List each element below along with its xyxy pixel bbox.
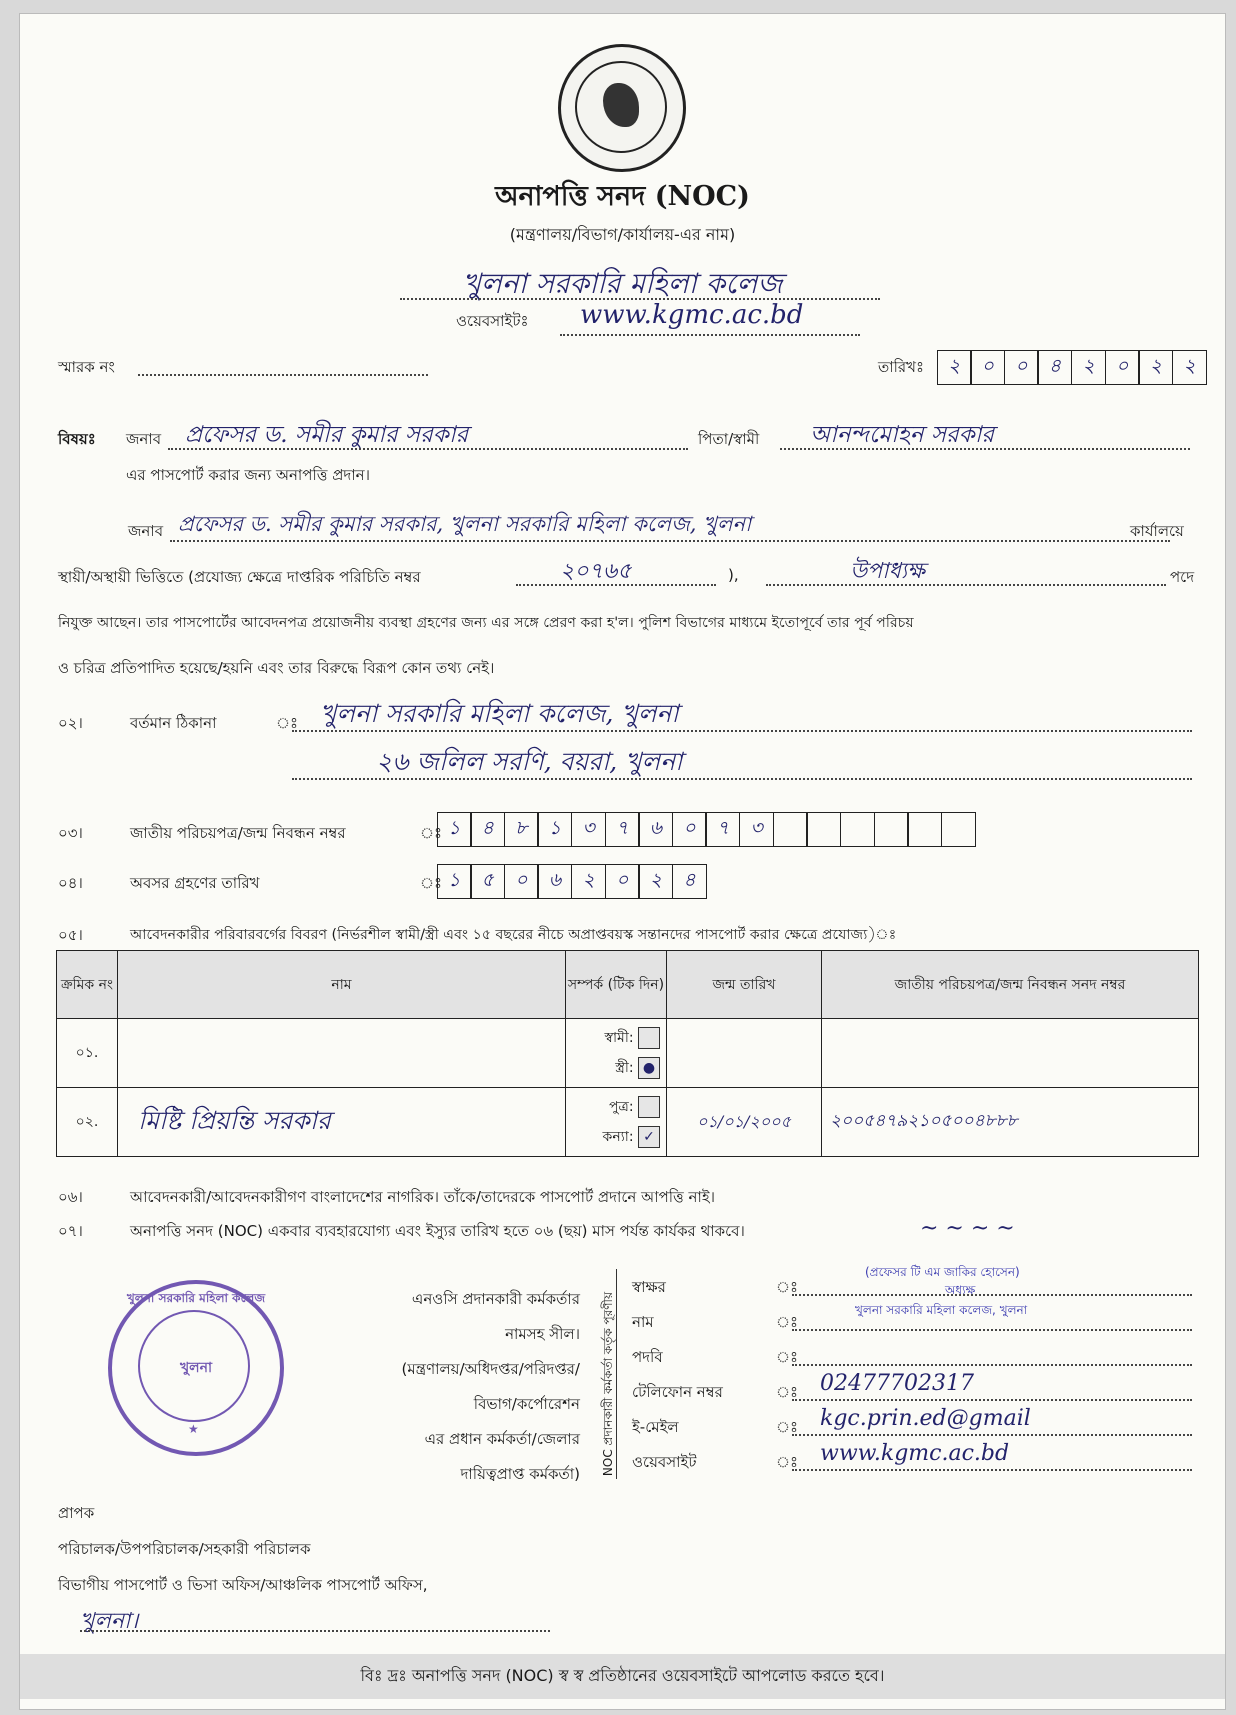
col-dob: জন্ম তারিখ (667, 951, 822, 1019)
office-suffix: কার্যালয়ে (1130, 522, 1184, 540)
subject-line2: এর পাসপোর্ট করার জন্য অনাপত্তি প্রদান। (126, 466, 370, 484)
signatory-field-label: ই-মেইল (632, 1418, 679, 1436)
body-name-office: প্রফেসর ড. সমীর কুমার সরকার, খুলনা সরকারি মহিলা কলেজ, খুলনা (178, 512, 752, 536)
signatory-desc-line: বিভাগ/কর্পোরেশন (473, 1395, 580, 1413)
signatory-field-label: স্বাক্ষর (632, 1278, 666, 1296)
digit-box: ৩ (739, 812, 774, 847)
body-line4: ও চরিত্র প্রতিপাদিত হয়েছে/হয়নি এবং তার বিরুদ্ধে বিরূপ কোন তথ্য নেই। (58, 659, 495, 677)
official-id-number: ২০৭৬৫ (560, 559, 632, 584)
item06-num: ০৬। (58, 1188, 83, 1206)
wife-checkbox[interactable]: ● (638, 1057, 660, 1079)
row1-nid (822, 1019, 1199, 1088)
signatory-desc-line: (মন্ত্রণালয়/অধিদপ্তর/পরিদপ্তর/ (401, 1360, 580, 1378)
footer-note (20, 1654, 1225, 1699)
stamp-title: অধ্যক্ষ (945, 1283, 976, 1297)
father-name: আনন্দমোহন সরকার (810, 422, 995, 448)
signatory-desc-line: এর প্রধান কর্মকর্তা/জেলার (424, 1430, 580, 1448)
digit-box (806, 812, 841, 847)
vertical-note: NOC প্রদানকারী কর্মকর্তা কর্তৃক পূরণীয় (601, 1291, 615, 1477)
digit-box: ৮ (504, 812, 539, 847)
signatory-field-colon: ঃ (776, 1348, 799, 1366)
row1-rel-b-label: স্ত্রী: (615, 1060, 634, 1076)
digit-box: ১ (437, 864, 472, 899)
digit-box: ০ (1105, 350, 1140, 385)
page-title: অনাপত্তি সনদ (NOC) (495, 181, 750, 212)
item02-num: ০২। (58, 714, 83, 732)
digit-box: ৬ (638, 812, 673, 847)
subject-mr-label: জনাব (126, 430, 162, 448)
digit-box: ৬ (537, 864, 572, 899)
signatory-field-colon: ঃ (776, 1453, 799, 1471)
digit-box: ২ (1071, 350, 1106, 385)
row2-serial: ০২. (57, 1088, 118, 1157)
col-name: নাম (118, 951, 566, 1019)
row2-rel-b-label: কন্যা: (602, 1129, 634, 1145)
item07-num: ০৭। (58, 1222, 83, 1240)
digit-box (941, 812, 976, 847)
signature: ~ ~ ~ ~ (920, 1216, 1015, 1241)
digit-box: ১ (537, 812, 572, 847)
digit-box: ২ (937, 350, 972, 385)
item06-text: আবেদনকারী/আবেদনকারীগণ বাংলাদেশের নাগরিক। তাঁকে/তাদেরকে পাসপোর্ট প্রদানে আপত্তি নাই। (130, 1188, 716, 1206)
signatory-field-label: ওয়েবসাইট (632, 1453, 697, 1471)
item02-colon: ঃ (276, 714, 299, 732)
recipient-line3: বিভাগীয় পাসপোর্ট ও ভিসা অফিস/আঞ্চলিক পাসপোর্ট অফিস, (58, 1576, 428, 1594)
col-relation: সম্পর্ক (টিক দিন) (566, 951, 667, 1019)
son-checkbox[interactable] (638, 1096, 660, 1118)
row2-dob: ০১/০১/২০০৫ (667, 1088, 822, 1157)
signatory-field-value: www.kgmc.ac.bd (820, 1441, 1010, 1466)
father-label: পিতা/স্বামী (698, 430, 760, 448)
signatory-field-colon: ঃ (776, 1383, 799, 1401)
row2-name: মিষ্টি প্রিয়ন্তি সরকার (118, 1088, 566, 1157)
digit-box: ০ (672, 812, 707, 847)
digit-box: ৫ (470, 864, 505, 899)
signatory-field-label: পদবি (632, 1348, 663, 1366)
item03-label: জাতীয় পরিচয়পত্র/জন্ম নিবন্ধন নম্বর (130, 824, 346, 842)
table-row (57, 1088, 1199, 1157)
stamp-name: (প্রফেসর টি এম জাকির হোসেন) (865, 1265, 1020, 1279)
item07-text: অনাপত্তি সনদ (NOC) একবার ব্যবহারযোগ্য এবং ইস্যুর তারিখ হতে ০৬ (ছয়) মাস পর্যন্ত কার্যকর থাকবে। (130, 1222, 745, 1240)
digit-box: ০ (970, 350, 1005, 385)
digit-box: ১ (437, 812, 472, 847)
designation: উপাধ্যক্ষ (850, 559, 925, 584)
item04-colon: ঃ (420, 874, 443, 892)
noc-form-page (20, 14, 1225, 1709)
page-subtitle: (মন্ত্রণালয়/বিভাগ/কার্যালয়-এর নাম) (509, 225, 736, 244)
digit-box: ২ (638, 864, 673, 899)
signatory-field-colon: ঃ (776, 1313, 799, 1331)
digit-box: ৪ (470, 812, 505, 847)
digit-box: ০ (504, 864, 539, 899)
signatory-field-label: টেলিফোন নম্বর (632, 1383, 723, 1401)
item04-label: অবসর গ্রহণের তারিখ (130, 874, 260, 892)
college-seal (108, 1280, 284, 1456)
digit-box: ৭ (705, 812, 740, 847)
digit-box (840, 812, 875, 847)
signatory-desc-line: দায়িত্বপ্রাপ্ত কর্মকর্তা) (460, 1465, 580, 1483)
government-emblem (558, 44, 686, 172)
digit-box (773, 812, 808, 847)
memo-label: স্মারক নং (58, 358, 115, 376)
body-line2-suffix: পদে (1170, 568, 1195, 586)
signatory-field-value: kgc.prin.ed@gmail (820, 1406, 1031, 1431)
item03-num: ০৩। (58, 824, 83, 842)
body-line2-prefix: স্থায়ী/অস্থায়ী ভিত্তিতে (প্রযোজ্য ক্ষেত্রে দাপ্তরিক পরিচিতি নম্বর (58, 568, 421, 586)
row1-serial: ০১. (57, 1019, 118, 1088)
office-name: খুলনা সরকারি মহিলা কলেজ (462, 267, 783, 300)
row1-dob (667, 1019, 822, 1088)
digit-box: ৭ (605, 812, 640, 847)
signatory-desc-line: এনওসি প্রদানকারী কর্মকর্তার (411, 1290, 580, 1308)
date-label: তারিখঃ (878, 358, 924, 376)
seal-text: খুলনা সরকারি মহিলা কলেজ (126, 1291, 266, 1305)
item05-num: ০৫। (58, 926, 83, 944)
digit-box (874, 812, 909, 847)
row1-rel-a-label: স্বামী: (604, 1030, 634, 1046)
subject-label: বিষয়ঃ (58, 430, 96, 448)
website-value: www.kgmc.ac.bd (580, 300, 804, 330)
family-table (56, 950, 1199, 1157)
signatory-description (320, 1282, 580, 1492)
col-serial: ক্রমিক নং (57, 951, 118, 1019)
row2-nid: ২০০৫৪৭৯২১০৫০০৪৮৮৮ (822, 1088, 1199, 1157)
digit-box: ৩ (571, 812, 606, 847)
digit-box: ২ (1138, 350, 1173, 385)
row1-name (118, 1019, 566, 1088)
footer-note-text: বিঃ দ্রঃ অনাপত্তি সনদ (NOC) স্ব স্ব প্রতিষ্ঠানের ওয়েবসাইটে আপলোড করতে হবে। (360, 1666, 885, 1685)
table-row (57, 1019, 1199, 1088)
seal-center: খুলনা (179, 1360, 213, 1376)
row2-relation (566, 1088, 667, 1157)
body-line2-mid: ), (728, 566, 739, 584)
digit-box (907, 812, 942, 847)
recipient-line1: প্রাপক (58, 1504, 95, 1522)
item02-label: বর্তমান ঠিকানা (130, 714, 217, 732)
digit-box: ৪ (1037, 350, 1072, 385)
stamp-org: খুলনা সরকারি মহিলা কলেজ, খুলনা (855, 1303, 1028, 1317)
item05-label: আবেদনকারীর পরিবারবর্গের বিবরণ (নির্ভরশীল স্বামী/স্ত্রী এবং ১৫ বছরের নীচে অপ্রাপ্তবয়স্ক সন্তানদের পাসপোর্ট করার ক্ষেত্রে প্রযোজ্য)ঃ (130, 927, 897, 943)
signatory-field-value: 02477702317 (820, 1371, 974, 1396)
item04-num: ০৪। (58, 874, 83, 892)
digit-box: ২ (571, 864, 606, 899)
date-boxes (938, 350, 1207, 385)
subject-name: প্রফেসর ড. সমীর কুমার সরকার (185, 422, 469, 448)
website-label: ওয়েবসাইটঃ (456, 312, 529, 330)
daughter-checkbox[interactable]: ✓ (638, 1126, 660, 1148)
signatory-field-label: নাম (632, 1313, 654, 1331)
digit-box: ৪ (672, 864, 707, 899)
recipient-city: খুলনা। (80, 1609, 139, 1634)
signatory-field-colon: ঃ (776, 1278, 799, 1296)
recipient-line2: পরিচালক/উপপরিচালক/সহকারী পরিচালক (58, 1540, 311, 1558)
digit-box: ০ (1004, 350, 1039, 385)
husband-checkbox[interactable] (638, 1027, 660, 1049)
col-nid: জাতীয় পরিচয়পত্র/জন্ম নিবন্ধন সনদ নম্বর (822, 951, 1199, 1019)
body-line3: নিযুক্ত আছেন। তার পাসপোর্টের আবেদনপত্র প্রয়োজনীয় ব্যবস্থা গ্রহণের জন্য এর সঙ্গে প্রেরণ করা হ'ল। পুলিশ বিভাগের মাধ্যমে ইতোপূর্বে তার পূর্ব পরিচয় (58, 615, 914, 631)
item03-colon: ঃ (420, 824, 443, 842)
row2-rel-a-label: পুত্র: (609, 1099, 634, 1115)
digit-box: ০ (605, 864, 640, 899)
address-line2: ২৬ জলিল সরণি, বয়রা, খুলনা (376, 747, 683, 776)
row1-relation (566, 1019, 667, 1088)
digit-box: ২ (1172, 350, 1207, 385)
star-icon: ★ (188, 1422, 199, 1436)
nid-boxes (438, 812, 976, 847)
signatory-field-colon: ঃ (776, 1418, 799, 1436)
signatory-desc-line: নামসহ সীল। (505, 1325, 580, 1343)
address-line1: খুলনা সরকারি মহিলা কলেজ, খুলনা (320, 699, 679, 728)
body-mr-label: জনাব (128, 522, 164, 540)
retirement-date-boxes (438, 864, 707, 899)
